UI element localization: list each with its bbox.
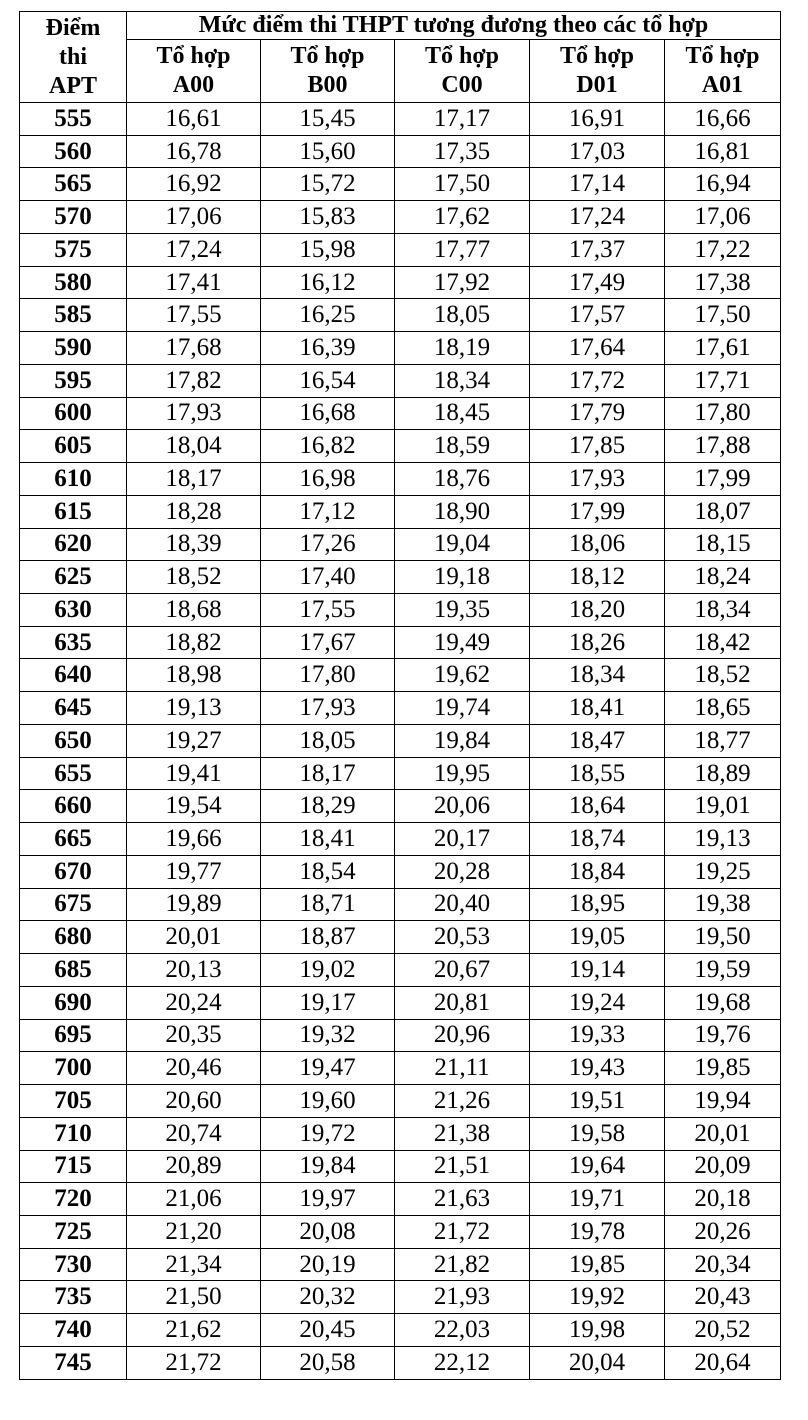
equivalent-score-cell: 19,92: [530, 1281, 665, 1314]
header-combo-row: [20, 40, 781, 103]
equivalent-score-cell: 20,08: [261, 1215, 395, 1248]
apt-score-cell: 735: [20, 1281, 127, 1314]
equivalent-score-cell: 19,01: [665, 790, 781, 823]
equivalent-score-cell: 19,98: [530, 1314, 665, 1347]
header-combo-b00: [261, 40, 395, 103]
equivalent-score-cell: 16,98: [261, 463, 395, 496]
equivalent-score-cell: 21,38: [395, 1117, 530, 1150]
apt-score-cell: 575: [20, 233, 127, 266]
table-row: [20, 135, 781, 168]
equivalent-score-cell: 17,93: [127, 397, 261, 430]
table-row: [20, 266, 781, 299]
equivalent-score-cell: 20,52: [665, 1314, 781, 1347]
equivalent-score-cell: 21,63: [395, 1183, 530, 1216]
equivalent-score-cell: 17,49: [530, 266, 665, 299]
equivalent-score-cell: 20,43: [665, 1281, 781, 1314]
apt-score-cell: 665: [20, 823, 127, 856]
equivalent-score-cell: 17,06: [665, 201, 781, 234]
equivalent-score-cell: 19,51: [530, 1085, 665, 1118]
equivalent-score-cell: 17,82: [127, 364, 261, 397]
equivalent-score-cell: 20,06: [395, 790, 530, 823]
equivalent-score-cell: 18,06: [530, 528, 665, 561]
apt-score-cell: 680: [20, 921, 127, 954]
equivalent-score-cell: 19,76: [665, 1019, 781, 1052]
equivalent-score-cell: 17,17: [395, 103, 530, 136]
table-row: [20, 724, 781, 757]
equivalent-score-cell: 17,12: [261, 495, 395, 528]
equivalent-score-cell: 19,38: [665, 888, 781, 921]
header-combo-a00: [127, 40, 261, 103]
combo-code: D01: [576, 72, 618, 98]
table-row: [20, 1117, 781, 1150]
equivalent-score-cell: 18,47: [530, 724, 665, 757]
equivalent-score-cell: 17,50: [395, 168, 530, 201]
equivalent-score-cell: 17,24: [127, 233, 261, 266]
table-row: [20, 430, 781, 463]
equivalent-score-cell: 19,17: [261, 986, 395, 1019]
equivalent-score-cell: 18,87: [261, 921, 395, 954]
equivalent-score-cell: 20,32: [261, 1281, 395, 1314]
equivalent-score-cell: 20,89: [127, 1150, 261, 1183]
table-row: [20, 626, 781, 659]
table-row: [20, 692, 781, 725]
equivalent-score-cell: 19,78: [530, 1215, 665, 1248]
combo-code: A01: [701, 72, 744, 98]
equivalent-score-cell: 15,83: [261, 201, 395, 234]
equivalent-score-cell: 18,84: [530, 855, 665, 888]
equivalent-score-cell: 16,66: [665, 103, 781, 136]
equivalent-score-cell: 18,39: [127, 528, 261, 561]
equivalent-score-cell: 17,79: [530, 397, 665, 430]
table-row: [20, 823, 781, 856]
equivalent-score-cell: 17,37: [530, 233, 665, 266]
equivalent-score-cell: 19,59: [665, 954, 781, 987]
table-row: [20, 233, 781, 266]
apt-score-cell: 700: [20, 1052, 127, 1085]
combo-label: Tổ hợp: [290, 43, 365, 69]
equivalent-score-cell: 19,74: [395, 692, 530, 725]
apt-score-cell: 695: [20, 1019, 127, 1052]
equivalent-score-cell: 18,20: [530, 594, 665, 627]
apt-score-cell: 740: [20, 1314, 127, 1347]
table-row: [20, 954, 781, 987]
table-row: [20, 1052, 781, 1085]
table-row: [20, 397, 781, 430]
equivalent-score-cell: 20,96: [395, 1019, 530, 1052]
equivalent-score-cell: 18,26: [530, 626, 665, 659]
equivalent-score-cell: 21,34: [127, 1248, 261, 1281]
equivalent-score-cell: 17,64: [530, 332, 665, 365]
table-row: [20, 103, 781, 136]
equivalent-score-cell: 17,85: [530, 430, 665, 463]
equivalent-score-cell: 15,98: [261, 233, 395, 266]
equivalent-score-cell: 16,92: [127, 168, 261, 201]
apt-score-cell: 685: [20, 954, 127, 987]
equivalent-score-cell: 19,35: [395, 594, 530, 627]
equivalent-score-cell: 17,35: [395, 135, 530, 168]
equivalent-score-cell: 19,04: [395, 528, 530, 561]
apt-score-cell: 655: [20, 757, 127, 790]
equivalent-score-cell: 18,90: [395, 495, 530, 528]
equivalent-score-cell: 19,84: [261, 1150, 395, 1183]
equivalent-score-cell: 19,47: [261, 1052, 395, 1085]
equivalent-score-cell: 20,64: [665, 1346, 781, 1379]
table-row: [20, 528, 781, 561]
equivalent-score-cell: 17,22: [665, 233, 781, 266]
equivalent-score-cell: 20,01: [665, 1117, 781, 1150]
equivalent-score-cell: 16,12: [261, 266, 395, 299]
apt-score-cell: 640: [20, 659, 127, 692]
header-combo-d01: [530, 40, 665, 103]
equivalent-score-cell: 17,57: [530, 299, 665, 332]
equivalent-score-cell: 19,33: [530, 1019, 665, 1052]
equivalent-score-cell: 21,06: [127, 1183, 261, 1216]
equivalent-score-cell: 18,17: [127, 463, 261, 496]
apt-score-cell: 660: [20, 790, 127, 823]
equivalent-score-cell: 16,25: [261, 299, 395, 332]
apt-score-cell: 620: [20, 528, 127, 561]
header-combo-a01: [665, 40, 781, 103]
header-equivalent-scores: Mức điểm thi THPT tương đương theo các tổ hợp: [127, 12, 781, 40]
apt-score-cell: 645: [20, 692, 127, 725]
equivalent-score-cell: 17,68: [127, 332, 261, 365]
equivalent-score-cell: 17,88: [665, 430, 781, 463]
table-row: [20, 659, 781, 692]
equivalent-score-cell: 18,24: [665, 561, 781, 594]
combo-label: Tổ hợp: [685, 43, 760, 69]
equivalent-score-cell: 16,78: [127, 135, 261, 168]
equivalent-score-cell: 17,99: [530, 495, 665, 528]
equivalent-score-cell: 16,81: [665, 135, 781, 168]
equivalent-score-cell: 18,29: [261, 790, 395, 823]
equivalent-score-cell: 18,05: [261, 724, 395, 757]
equivalent-score-cell: 20,40: [395, 888, 530, 921]
equivalent-score-cell: 20,09: [665, 1150, 781, 1183]
apt-score-cell: 705: [20, 1085, 127, 1118]
equivalent-score-cell: 20,04: [530, 1346, 665, 1379]
equivalent-score-cell: 20,58: [261, 1346, 395, 1379]
equivalent-score-cell: 18,76: [395, 463, 530, 496]
apt-score-cell: 745: [20, 1346, 127, 1379]
equivalent-score-cell: 18,98: [127, 659, 261, 692]
equivalent-score-cell: 19,25: [665, 855, 781, 888]
header-apt-score: [20, 12, 127, 103]
equivalent-score-cell: 21,82: [395, 1248, 530, 1281]
table-row: [20, 1150, 781, 1183]
equivalent-score-cell: 16,68: [261, 397, 395, 430]
apt-score-cell: 670: [20, 855, 127, 888]
equivalent-score-cell: 20,81: [395, 986, 530, 1019]
equivalent-score-cell: 20,26: [665, 1215, 781, 1248]
equivalent-score-cell: 18,59: [395, 430, 530, 463]
equivalent-score-cell: 17,80: [261, 659, 395, 692]
equivalent-score-cell: 21,62: [127, 1314, 261, 1347]
equivalent-score-cell: 18,17: [261, 757, 395, 790]
apt-score-cell: 720: [20, 1183, 127, 1216]
table-row: [20, 561, 781, 594]
table-body: [20, 103, 781, 1380]
equivalent-score-cell: 21,26: [395, 1085, 530, 1118]
header-apt-line: APT: [49, 72, 97, 99]
apt-score-cell: 610: [20, 463, 127, 496]
table-row: [20, 1314, 781, 1347]
equivalent-score-cell: 21,72: [127, 1346, 261, 1379]
equivalent-score-cell: 21,50: [127, 1281, 261, 1314]
equivalent-score-cell: 21,51: [395, 1150, 530, 1183]
equivalent-score-cell: 19,49: [395, 626, 530, 659]
equivalent-score-cell: 17,14: [530, 168, 665, 201]
apt-score-cell: 675: [20, 888, 127, 921]
equivalent-score-cell: 19,50: [665, 921, 781, 954]
apt-score-cell: 590: [20, 332, 127, 365]
equivalent-score-cell: 17,61: [665, 332, 781, 365]
equivalent-score-cell: 20,46: [127, 1052, 261, 1085]
equivalent-score-cell: 16,94: [665, 168, 781, 201]
equivalent-score-cell: 17,50: [665, 299, 781, 332]
equivalent-score-cell: 18,34: [530, 659, 665, 692]
equivalent-score-cell: 17,55: [127, 299, 261, 332]
equivalent-score-cell: 20,53: [395, 921, 530, 954]
equivalent-score-cell: 20,45: [261, 1314, 395, 1347]
table-row: [20, 463, 781, 496]
equivalent-score-cell: 18,74: [530, 823, 665, 856]
equivalent-score-cell: 19,94: [665, 1085, 781, 1118]
equivalent-score-cell: 20,34: [665, 1248, 781, 1281]
equivalent-score-cell: 18,15: [665, 528, 781, 561]
equivalent-score-cell: 19,24: [530, 986, 665, 1019]
equivalent-score-cell: 18,65: [665, 692, 781, 725]
equivalent-score-cell: 22,12: [395, 1346, 530, 1379]
header-apt-line: Điểm: [45, 14, 101, 41]
apt-score-cell: 625: [20, 561, 127, 594]
table-row: [20, 332, 781, 365]
apt-score-cell: 630: [20, 594, 127, 627]
equivalent-score-cell: 20,01: [127, 921, 261, 954]
apt-score-cell: 725: [20, 1215, 127, 1248]
equivalent-score-cell: 20,60: [127, 1085, 261, 1118]
equivalent-score-cell: 21,72: [395, 1215, 530, 1248]
table-row: [20, 1019, 781, 1052]
equivalent-score-cell: 19,58: [530, 1117, 665, 1150]
equivalent-score-cell: 19,89: [127, 888, 261, 921]
equivalent-score-cell: 17,40: [261, 561, 395, 594]
equivalent-score-cell: 18,71: [261, 888, 395, 921]
equivalent-score-cell: 18,64: [530, 790, 665, 823]
equivalent-score-cell: 20,19: [261, 1248, 395, 1281]
equivalent-score-cell: 18,52: [665, 659, 781, 692]
equivalent-score-cell: 16,82: [261, 430, 395, 463]
equivalent-score-cell: 17,93: [261, 692, 395, 725]
equivalent-score-cell: 19,54: [127, 790, 261, 823]
apt-score-cell: 585: [20, 299, 127, 332]
table-row: [20, 921, 781, 954]
equivalent-score-cell: 17,99: [665, 463, 781, 496]
equivalent-score-cell: 18,41: [530, 692, 665, 725]
table-row: [20, 594, 781, 627]
equivalent-score-cell: 18,28: [127, 495, 261, 528]
equivalent-score-cell: 17,26: [261, 528, 395, 561]
table-row: [20, 364, 781, 397]
equivalent-score-cell: 18,04: [127, 430, 261, 463]
equivalent-score-cell: 18,89: [665, 757, 781, 790]
equivalent-score-cell: 18,52: [127, 561, 261, 594]
equivalent-score-cell: 17,80: [665, 397, 781, 430]
equivalent-score-cell: 18,68: [127, 594, 261, 627]
equivalent-score-cell: 18,07: [665, 495, 781, 528]
equivalent-score-cell: 20,28: [395, 855, 530, 888]
apt-score-cell: 570: [20, 201, 127, 234]
equivalent-score-cell: 17,77: [395, 233, 530, 266]
equivalent-score-cell: 16,54: [261, 364, 395, 397]
table-row: [20, 855, 781, 888]
equivalent-score-cell: 22,03: [395, 1314, 530, 1347]
equivalent-score-cell: 19,43: [530, 1052, 665, 1085]
score-conversion-table: [19, 11, 781, 1380]
table-row: [20, 201, 781, 234]
equivalent-score-cell: 17,03: [530, 135, 665, 168]
equivalent-score-cell: 19,97: [261, 1183, 395, 1216]
apt-score-cell: 595: [20, 364, 127, 397]
equivalent-score-cell: 18,34: [665, 594, 781, 627]
equivalent-score-cell: 19,14: [530, 954, 665, 987]
apt-score-cell: 730: [20, 1248, 127, 1281]
equivalent-score-cell: 18,45: [395, 397, 530, 430]
apt-score-cell: 600: [20, 397, 127, 430]
combo-label: Tổ hợp: [156, 43, 231, 69]
equivalent-score-cell: 19,71: [530, 1183, 665, 1216]
equivalent-score-cell: 19,41: [127, 757, 261, 790]
combo-code: A00: [172, 72, 215, 98]
equivalent-score-cell: 18,19: [395, 332, 530, 365]
equivalent-score-cell: 19,85: [530, 1248, 665, 1281]
apt-score-cell: 560: [20, 135, 127, 168]
equivalent-score-cell: 19,72: [261, 1117, 395, 1150]
equivalent-score-cell: 17,92: [395, 266, 530, 299]
apt-score-cell: 615: [20, 495, 127, 528]
equivalent-score-cell: 17,72: [530, 364, 665, 397]
apt-score-cell: 650: [20, 724, 127, 757]
equivalent-score-cell: 19,05: [530, 921, 665, 954]
apt-score-cell: 580: [20, 266, 127, 299]
equivalent-score-cell: 20,18: [665, 1183, 781, 1216]
equivalent-score-cell: 17,55: [261, 594, 395, 627]
combo-label: Tổ hợp: [425, 43, 499, 69]
apt-score-cell: 605: [20, 430, 127, 463]
equivalent-score-cell: 19,13: [665, 823, 781, 856]
combo-code: C00: [441, 72, 483, 98]
equivalent-score-cell: 17,41: [127, 266, 261, 299]
equivalent-score-cell: 20,35: [127, 1019, 261, 1052]
table-row: [20, 495, 781, 528]
table-row: [20, 1281, 781, 1314]
equivalent-score-cell: 19,13: [127, 692, 261, 725]
apt-score-cell: 565: [20, 168, 127, 201]
equivalent-score-cell: 19,32: [261, 1019, 395, 1052]
table-row: [20, 1248, 781, 1281]
equivalent-score-cell: 19,66: [127, 823, 261, 856]
equivalent-score-cell: 20,67: [395, 954, 530, 987]
equivalent-score-cell: 15,60: [261, 135, 395, 168]
table-row: [20, 986, 781, 1019]
apt-score-cell: 690: [20, 986, 127, 1019]
equivalent-score-cell: 19,84: [395, 724, 530, 757]
equivalent-score-cell: 19,18: [395, 561, 530, 594]
equivalent-score-cell: 16,61: [127, 103, 261, 136]
equivalent-score-cell: 18,41: [261, 823, 395, 856]
equivalent-score-cell: 19,62: [395, 659, 530, 692]
equivalent-score-cell: 20,13: [127, 954, 261, 987]
table-row: [20, 790, 781, 823]
table-row: [20, 888, 781, 921]
equivalent-score-cell: 19,64: [530, 1150, 665, 1183]
table-row: [20, 168, 781, 201]
apt-score-cell: 635: [20, 626, 127, 659]
combo-code: B00: [307, 72, 348, 98]
table-row: [20, 1215, 781, 1248]
table-row: [20, 1346, 781, 1379]
table-row: [20, 299, 781, 332]
equivalent-score-cell: 16,91: [530, 103, 665, 136]
equivalent-score-cell: 19,95: [395, 757, 530, 790]
equivalent-score-cell: 15,72: [261, 168, 395, 201]
equivalent-score-cell: 17,06: [127, 201, 261, 234]
apt-score-cell: 715: [20, 1150, 127, 1183]
header-apt-line: thi: [58, 43, 87, 70]
equivalent-score-cell: 16,39: [261, 332, 395, 365]
equivalent-score-cell: 21,20: [127, 1215, 261, 1248]
header-combo-c00: [395, 40, 530, 103]
equivalent-score-cell: 19,02: [261, 954, 395, 987]
equivalent-score-cell: 17,71: [665, 364, 781, 397]
equivalent-score-cell: 18,34: [395, 364, 530, 397]
equivalent-score-cell: 18,05: [395, 299, 530, 332]
equivalent-score-cell: 18,95: [530, 888, 665, 921]
equivalent-score-cell: 18,54: [261, 855, 395, 888]
equivalent-score-cell: 18,12: [530, 561, 665, 594]
equivalent-score-cell: 18,42: [665, 626, 781, 659]
equivalent-score-cell: 19,60: [261, 1085, 395, 1118]
table-row: [20, 1085, 781, 1118]
equivalent-score-cell: 17,93: [530, 463, 665, 496]
equivalent-score-cell: 19,85: [665, 1052, 781, 1085]
equivalent-score-cell: 21,93: [395, 1281, 530, 1314]
equivalent-score-cell: 20,24: [127, 986, 261, 1019]
table-row: [20, 1183, 781, 1216]
table-row: [20, 757, 781, 790]
equivalent-score-cell: 19,77: [127, 855, 261, 888]
apt-score-cell: 710: [20, 1117, 127, 1150]
table-header: [20, 12, 781, 103]
equivalent-score-cell: 18,55: [530, 757, 665, 790]
equivalent-score-cell: 20,74: [127, 1117, 261, 1150]
equivalent-score-cell: 19,27: [127, 724, 261, 757]
equivalent-score-cell: 17,38: [665, 266, 781, 299]
equivalent-score-cell: 15,45: [261, 103, 395, 136]
equivalent-score-cell: 17,24: [530, 201, 665, 234]
apt-score-cell: 555: [20, 103, 127, 136]
equivalent-score-cell: 21,11: [395, 1052, 530, 1085]
equivalent-score-cell: 17,67: [261, 626, 395, 659]
equivalent-score-cell: 18,77: [665, 724, 781, 757]
combo-label: Tổ hợp: [560, 43, 634, 69]
equivalent-score-cell: 18,82: [127, 626, 261, 659]
equivalent-score-cell: 20,17: [395, 823, 530, 856]
equivalent-score-cell: 19,68: [665, 986, 781, 1019]
equivalent-score-cell: 17,62: [395, 201, 530, 234]
